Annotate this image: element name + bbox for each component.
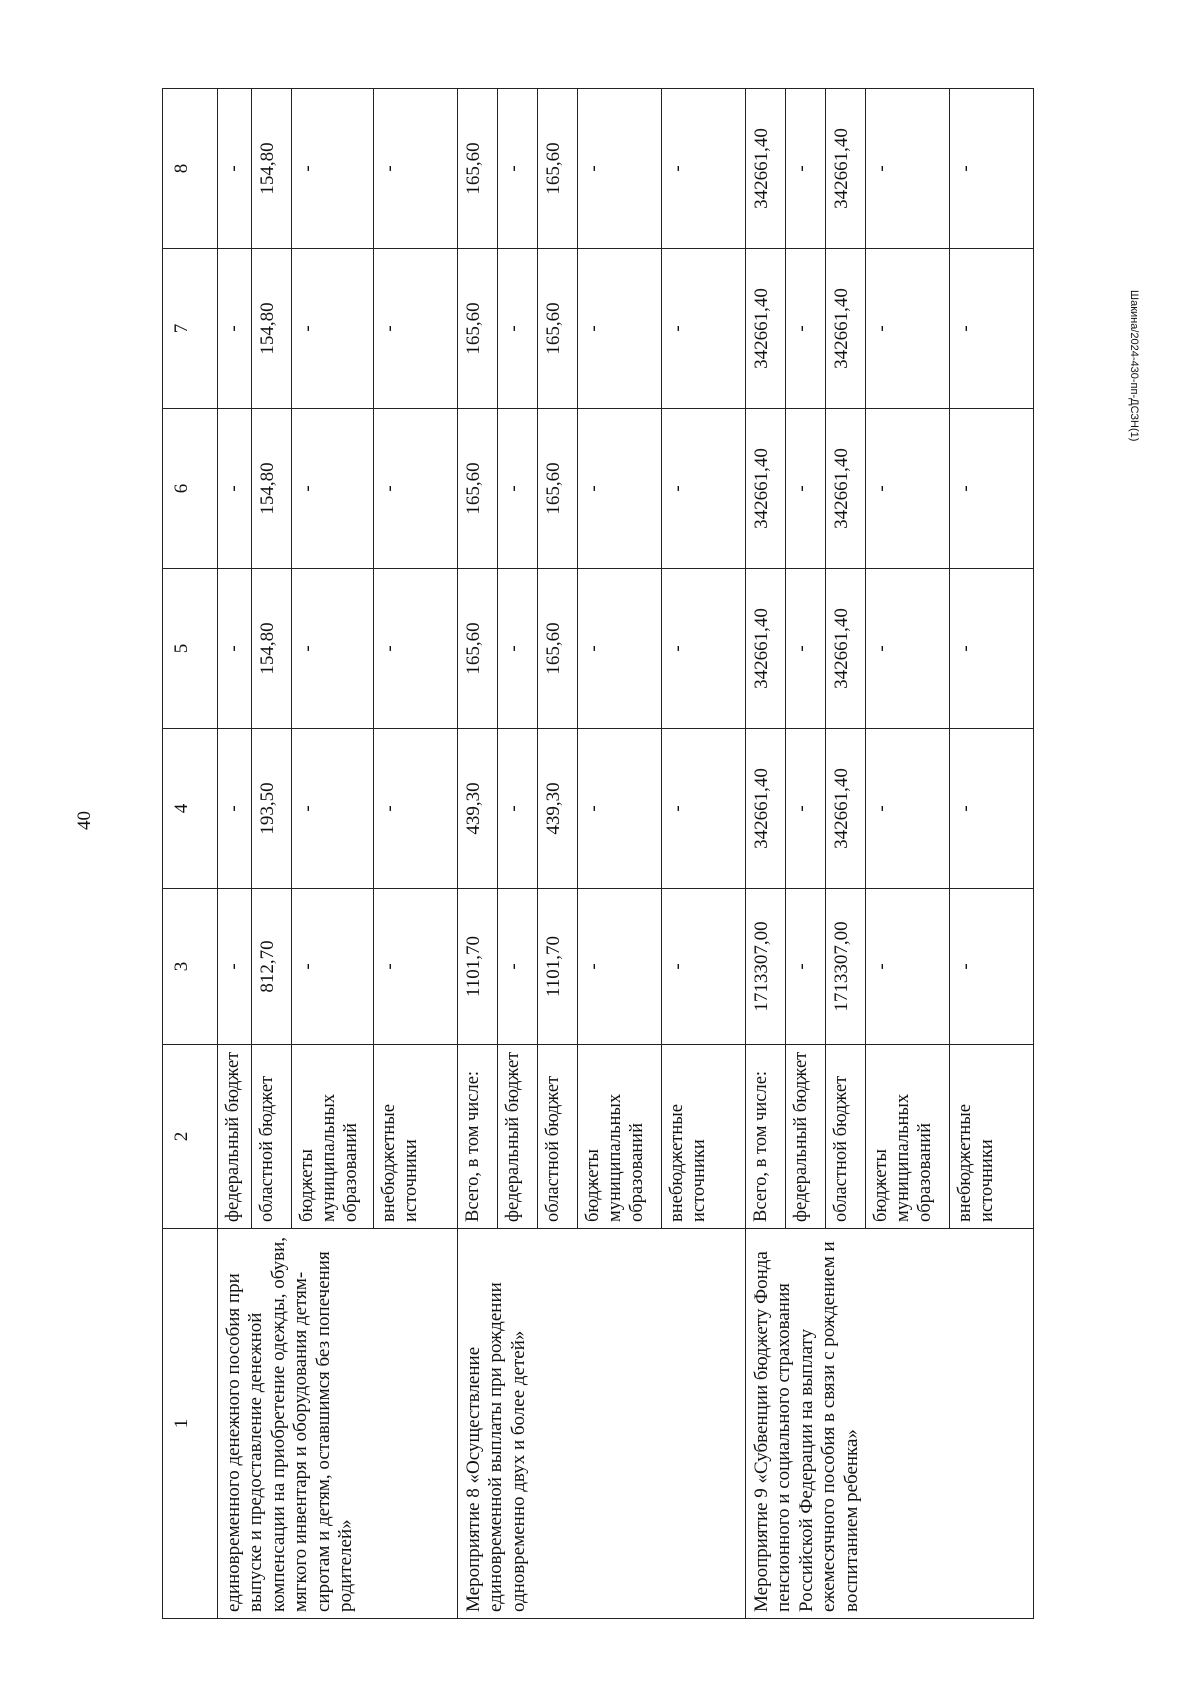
header-row [163,89,218,1619]
amount-cell: - [950,729,1034,889]
amount-cell: - [866,89,950,249]
amount-cell: 342661,40 [746,409,786,569]
page-number: 40 [74,811,95,830]
header-cell: 6 [163,409,218,569]
amount-cell: 165,60 [458,249,498,409]
amount-cell: 165,60 [538,409,578,569]
table-row [458,89,498,1619]
header-cell: 3 [163,889,218,1045]
funding-source-cell: областной бюджет [252,1045,292,1229]
amount-cell: 154,80 [252,569,292,729]
amount-cell: - [786,729,826,889]
table-row [218,89,252,1619]
amount-cell: - [218,889,252,1045]
amount-cell: - [498,89,538,249]
amount-cell: - [786,409,826,569]
amount-cell: - [662,249,746,409]
header-cell: 1 [163,1229,218,1619]
amount-cell: - [786,569,826,729]
amount-cell: - [866,409,950,569]
amount-cell: 193,50 [252,729,292,889]
funding-table [162,88,1034,1619]
funding-source-cell: областной бюджет [538,1045,578,1229]
amount-cell: - [662,569,746,729]
amount-cell: - [786,889,826,1045]
amount-cell: 342661,40 [826,249,866,409]
amount-cell: 342661,40 [746,729,786,889]
amount-cell: 439,30 [538,729,578,889]
amount-cell: 154,80 [252,89,292,249]
amount-cell: 342661,40 [826,569,866,729]
amount-cell: 1101,70 [458,889,498,1045]
table-row [746,89,786,1619]
funding-source-cell: Всего, в том числе: [746,1045,786,1229]
amount-cell: 1101,70 [538,889,578,1045]
amount-cell: - [578,409,662,569]
header-cell: 8 [163,89,218,249]
amount-cell: - [950,569,1034,729]
amount-cell: - [374,249,458,409]
amount-cell: - [786,89,826,249]
amount-cell: 342661,40 [826,89,866,249]
amount-cell: 342661,40 [746,89,786,249]
amount-cell: - [498,409,538,569]
amount-cell: - [498,729,538,889]
amount-cell: - [292,409,374,569]
activity-title-cell: единовременного денежного пособия при выпуске и предоставление денежной компенсации на приобретение одежды, обуви, мягкого инвентаря и оборудования детям-сиротам и детям, оставшимся без попечения родителей» [218,1229,458,1619]
funding-source-cell: федеральный бюджет [498,1045,538,1229]
amount-cell: 165,60 [538,249,578,409]
funding-source-cell: внебюджетные источники [662,1045,746,1229]
amount-cell: - [498,889,538,1045]
amount-cell: - [662,409,746,569]
header-cell: 5 [163,569,218,729]
amount-cell: - [578,249,662,409]
amount-cell: - [866,729,950,889]
amount-cell: - [292,889,374,1045]
amount-cell: 154,80 [252,249,292,409]
table-body [163,89,1034,1619]
amount-cell: 154,80 [252,409,292,569]
amount-cell: - [578,569,662,729]
amount-cell: - [498,569,538,729]
amount-cell: - [950,89,1034,249]
activity-title-cell: Мероприятие 8 «Осуществление единовременной выплаты при рождении одновременно двух и более детей» [458,1229,746,1619]
amount-cell: 1713307,00 [746,889,786,1045]
amount-cell: 342661,40 [746,249,786,409]
amount-cell: - [950,889,1034,1045]
funding-source-cell: Всего, в том числе: [458,1045,498,1229]
amount-cell: 439,30 [458,729,498,889]
amount-cell: - [578,889,662,1045]
amount-cell: - [218,249,252,409]
amount-cell: - [866,889,950,1045]
amount-cell: - [950,409,1034,569]
amount-cell: - [374,409,458,569]
amount-cell: 165,60 [458,569,498,729]
header-cell: 7 [163,249,218,409]
amount-cell: - [662,729,746,889]
amount-cell: - [292,729,374,889]
amount-cell: - [578,729,662,889]
amount-cell: - [786,249,826,409]
amount-cell: - [218,569,252,729]
rotated-table-container [162,89,1045,1619]
funding-source-cell: федеральный бюджет [786,1045,826,1229]
amount-cell: 1713307,00 [826,889,866,1045]
document-code: Шакина/2024-430-пп-ДСЗН(1) [1128,290,1140,442]
funding-source-cell: бюджеты муниципальных образований [866,1045,950,1229]
amount-cell: - [292,249,374,409]
funding-source-cell: бюджеты муниципальных образований [292,1045,374,1229]
amount-cell: 165,60 [458,409,498,569]
amount-cell: - [218,729,252,889]
funding-source-cell: федеральный бюджет [218,1045,252,1229]
funding-source-cell: внебюджетные источники [950,1045,1034,1229]
amount-cell: - [498,249,538,409]
amount-cell: - [218,89,252,249]
amount-cell: - [374,89,458,249]
amount-cell: - [374,569,458,729]
amount-cell: - [866,249,950,409]
amount-cell: 342661,40 [826,729,866,889]
amount-cell: 342661,40 [746,569,786,729]
amount-cell: - [292,569,374,729]
funding-source-cell: бюджеты муниципальных образований [578,1045,662,1229]
amount-cell: - [578,89,662,249]
header-cell: 4 [163,729,218,889]
amount-cell: 812,70 [252,889,292,1045]
amount-cell: 165,60 [538,89,578,249]
amount-cell: 165,60 [458,89,498,249]
amount-cell: - [866,569,950,729]
funding-source-cell: областной бюджет [826,1045,866,1229]
amount-cell: 165,60 [538,569,578,729]
amount-cell: - [374,729,458,889]
activity-title-cell: Мероприятие 9 «Субвенции бюджету Фонда пенсионного и социального страхования Российской Федерации на выплату ежемесячного пособия в связи с рождением и воспитанием ребенка» [746,1229,1034,1619]
amount-cell: 342661,40 [826,409,866,569]
amount-cell: - [374,889,458,1045]
amount-cell: - [218,409,252,569]
amount-cell: - [662,89,746,249]
funding-source-cell: внебюджетные источники [374,1045,458,1229]
amount-cell: - [292,89,374,249]
amount-cell: - [662,889,746,1045]
amount-cell: - [950,249,1034,409]
header-cell: 2 [163,1045,218,1229]
